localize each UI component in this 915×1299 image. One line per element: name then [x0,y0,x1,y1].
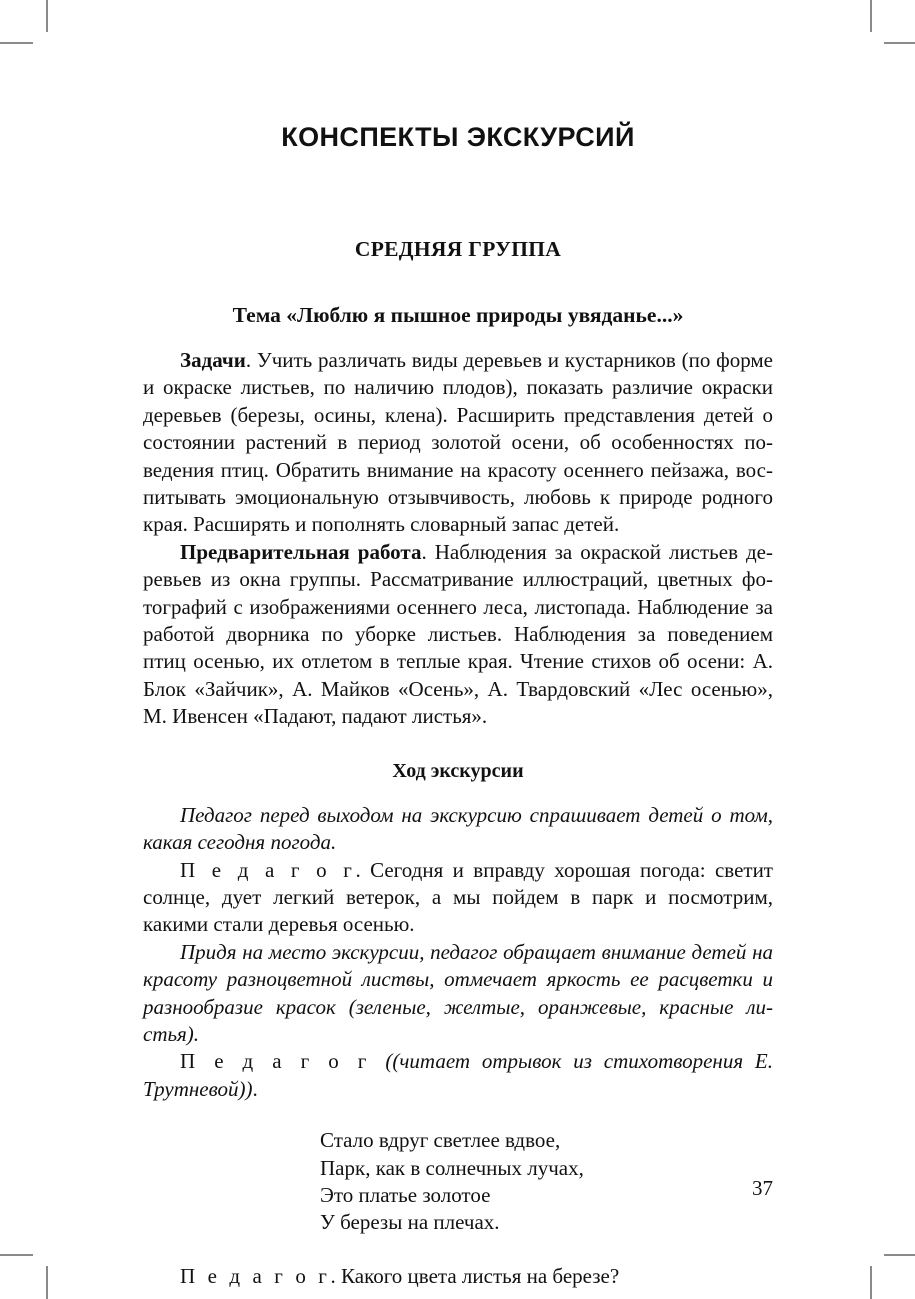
stage-direction-1: Педагог перед выходом на экскурсию спрашивает детей о том, какая сегодня погода. [143,802,773,855]
speech-stage-note-2-close: ) [245,1076,253,1101]
crop-mark-bottom-left-horizontal [0,1254,33,1256]
preliminary-work-lead-label: Предварительная работа [180,539,422,564]
crop-mark-bottom-right-vertical [870,1266,872,1299]
crop-mark-top-right-vertical [870,0,872,32]
dialogue-line-2 [143,1048,773,1103]
preliminary-work-body-text: . Наблюдения за окраской листьев деревьев из окна группы. Рассматривание иллюстраций, цветных фотографий с изображениями осеннего леса, листопада. Наблюдение за работой дворника по уборке листьев. Наблюдения за поведением птиц осенью, их отлетом в теплые края. Чтение стихов об осени: А. Блок «Зайчик», А. Майков «Осень», А. Твардовский «Лес осенью», М. Ивенсен «Падают, падают листья». [143,539,773,729]
paragraph-tasks [143,347,773,539]
speaker-label-2: П е д а г о г [180,1049,386,1074]
crop-mark-top-left-vertical [46,0,48,32]
speech-text-1: . Сегодня и вправду хорошая погода: светит солнце, дует легкий ветерок, а мы пойдем в парк и посмотрим, какими стали деревья осенью. [143,857,773,937]
page-title: КОНСПЕКТЫ ЭКСКУРСИЙ [281,122,635,152]
page-number: 37 [752,1176,773,1200]
tasks-body-text: . Учить различать виды деревьев и кустарников (по форме и окраске листьев, по наличию плодов), показать различие окраски деревьев (березы, осины, клена). Расширить представления детей о состоянии растений в период золотой осени, об особенностях поведения птиц. Обратить внимание на красоту осеннего пейзажа, воспитывать эмоциональную отзывчивость, любовь к природе родного края. Расширять и пополнять словарный запас детей. [143,348,773,537]
stage-direction-2: Придя на место экскурсии, педагог обращает внимание детей на красоту разноцветной листвы, отмечает яркость ее расцветки и разнообразие красок (зеленые, желтые, оранжевые, красные листья). [143,939,773,1046]
poem-line: Стало вдруг светлее вдвое, [320,1128,561,1153]
speech-stage-note-2: ( [385,1049,393,1074]
poem-block [143,1103,773,1237]
paragraph-preliminary-work [143,539,773,731]
dialogue-line-3 [143,1237,773,1290]
speech-text-3: . Какого цвета листья на березе? [330,1263,620,1288]
tasks-lead-label: Задачи [180,348,246,372]
poem-line: У березы на плечах. [320,1210,500,1235]
theme-heading: Тема «Люблю я пышное природы увяданье...» [232,303,684,327]
dialogue-line-1 [143,857,773,939]
crop-mark-top-left-horizontal [0,42,33,44]
crop-mark-bottom-left-vertical [46,1266,48,1299]
speech-text-2-tail: . [252,1076,258,1101]
text-column [143,0,773,1290]
poem-line: Парк, как в солнечных лучах, [320,1155,584,1180]
excursion-course-heading: Ход экскурсии [392,759,524,782]
speaker-label-3: П е д а г о г [180,1263,331,1288]
poem-line: Это платье золотое [320,1182,491,1207]
speaker-label-1: П е д а г о г [180,857,356,882]
speech-text-2: (читает отрывок из стихотворения Е. Трутневой) [143,1049,773,1101]
crop-mark-top-right-horizontal [884,42,915,44]
crop-mark-bottom-right-horizontal [884,1254,915,1256]
group-heading: СРЕДНЯЯ ГРУППА [354,237,562,261]
